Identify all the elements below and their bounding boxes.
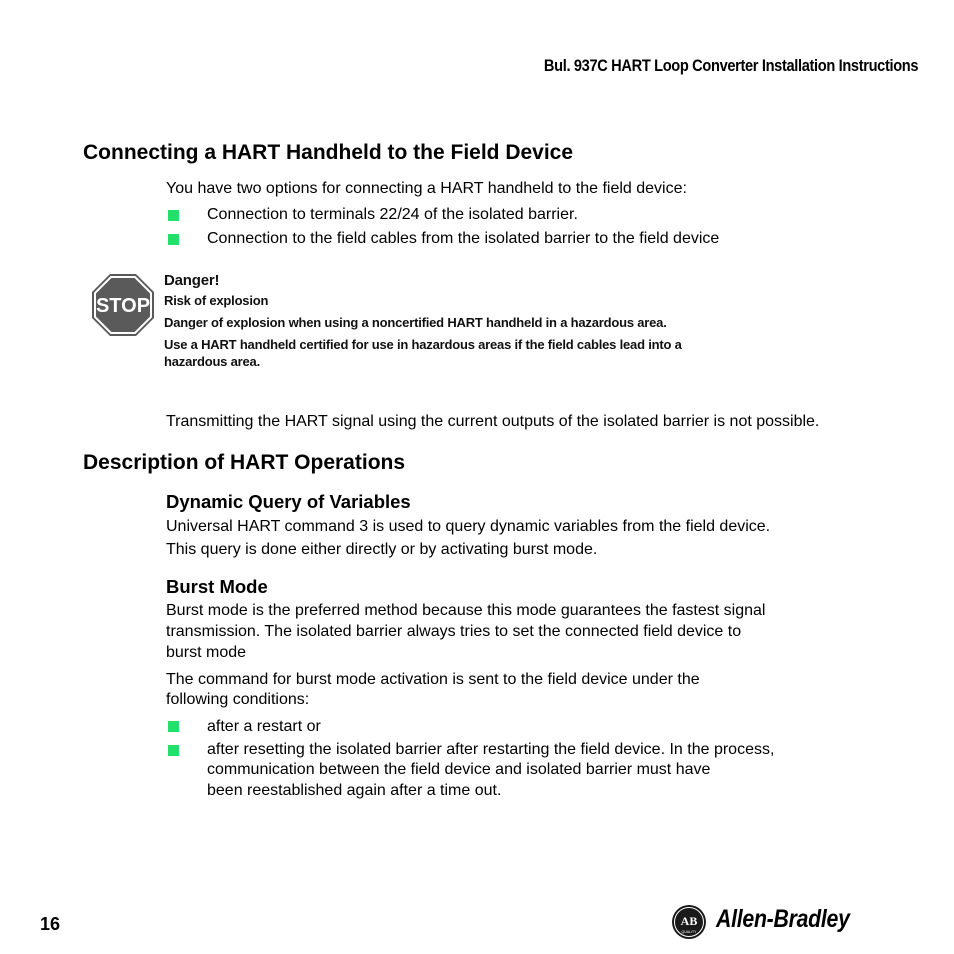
allen-bradley-logo-icon	[671, 904, 707, 940]
subheading-burst-mode: Burst Mode	[166, 576, 268, 597]
paragraph-line: The command for burst mode activation is sent to the field device under the	[166, 671, 700, 688]
bullet-marker	[168, 721, 179, 732]
bullet-item: Connection to the field cables from the isolated barrier to the field device	[207, 230, 720, 247]
bullet-item-continued: communication between the field device and isolated barrier must have	[207, 761, 711, 778]
bullet-marker	[168, 210, 179, 221]
paragraph-line: This query is done either directly or by activating burst mode.	[166, 541, 598, 558]
bullet-item: after a restart or	[207, 718, 321, 735]
bullet-marker	[168, 234, 179, 245]
danger-line: Danger of explosion when using a noncertified HART handheld in a hazardous area.	[164, 315, 667, 330]
page-number: 16	[40, 914, 61, 934]
note-text: Transmitting the HART signal using the current outputs of the isolated barrier is not possible.	[166, 413, 820, 430]
stop-sign-text: STOP	[95, 295, 151, 317]
bullet-item: Connection to terminals 22/24 of the isolated barrier.	[207, 206, 578, 223]
bullet-item-continued: been reestablished again after a time out.	[207, 782, 502, 799]
document-header-title: Bul. 937C HART Loop Converter Installation Instructions	[543, 56, 918, 75]
paragraph-line: following conditions:	[166, 691, 310, 708]
brand-name: Allen-Bradley	[716, 905, 850, 933]
logo-subtext: QUALITY	[681, 930, 697, 934]
paragraph-line: Universal HART command 3 is used to query dynamic variables from the field device.	[166, 518, 771, 535]
section-heading-connecting: Connecting a HART Handheld to the Field Device	[83, 141, 574, 164]
bullet-marker	[168, 745, 179, 756]
subheading-dynamic-query: Dynamic Query of Variables	[166, 491, 411, 512]
paragraph-line: transmission. The isolated barrier always tries to set the connected field device to	[166, 623, 742, 640]
paragraph-line: Burst mode is the preferred method because this mode guarantees the fastest signal	[166, 602, 766, 619]
paragraph-line: burst mode	[166, 644, 247, 661]
logo-letters: AB	[680, 914, 698, 928]
danger-subtitle: Risk of explosion	[164, 293, 269, 308]
stop-sign-icon	[91, 273, 155, 337]
section-heading-operations: Description of HART Operations	[83, 451, 406, 474]
section1-intro: You have two options for connecting a HART handheld to the field device:	[166, 180, 687, 197]
danger-line: hazardous area.	[164, 354, 260, 369]
danger-title: Danger!	[164, 272, 220, 289]
danger-line: Use a HART handheld certified for use in hazardous areas if the field cables lead into a	[164, 337, 682, 352]
bullet-item: after resetting the isolated barrier after restarting the field device. In the process,	[207, 741, 775, 758]
